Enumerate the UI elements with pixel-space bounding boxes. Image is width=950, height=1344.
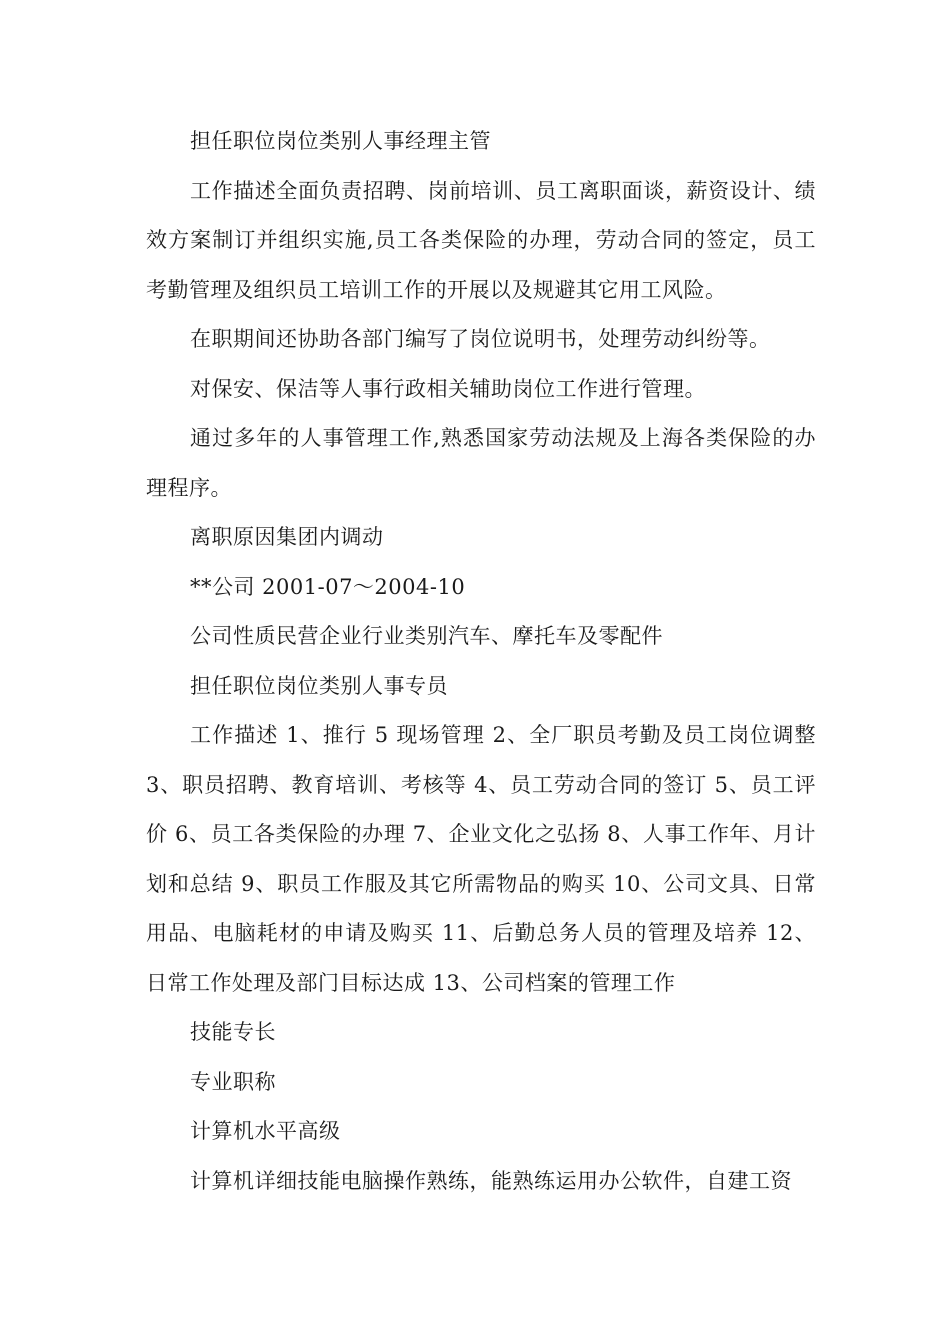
paragraph-labor-law: 通过多年的人事管理工作,熟悉国家劳动法规及上海各类保险的办理程序。 (146, 426, 816, 500)
paragraph-company-period: **公司 2001-07～2004-10 (190, 574, 466, 599)
paragraph-position-hr-manager: 担任职位岗位类别人事经理主管 (190, 129, 491, 153)
paragraph-support-staff: 对保安、保洁等人事行政相关辅助岗位工作进行管理。 (190, 376, 706, 401)
paragraph-job-description-specialist: 工作描述 1、推行 5 现场管理 2、全厂职员考勤及员工岗位调整 3、职员招聘、教育培训、考核等 4、员工劳动合同的签订 5、员工评价 6、员工各类保险的办理 7、企业文化之弘扬 8、人事工作年、月计划和总结 9、职员工作服及其它所需物品的购买 10、公司文具、日常用品、电脑耗材的申请及购买 11、后勤总务人员的管理及培养 12、日常工作处理及部门目标达成 13、公司档案的管理工作 (146, 723, 816, 995)
paragraph-job-description-manager: 工作描述全面负责招聘、岗前培训、员工离职面谈，薪资设计、绩效方案制订并组织实施,员工各类保险的办理，劳动合同的签定，员工考勤管理及组织员工培训工作的开展以及规避其它用工风险。 (146, 178, 816, 302)
paragraph-professional-title: 专业职称 (190, 1069, 276, 1094)
paragraph-job-manual: 在职期间还协助各部门编写了岗位说明书，处理劳动纠纷等。 (190, 327, 771, 351)
paragraph-computer-skills: 计算机详细技能电脑操作熟练，能熟练运用办公软件，自建工资 (190, 1168, 792, 1193)
document-body (146, 117, 816, 1206)
paragraph-computer-level: 计算机水平高级 (190, 1119, 341, 1143)
paragraph-skills-heading: 技能专长 (190, 1020, 276, 1044)
paragraph-position-hr-specialist: 担任职位岗位类别人事专员 (190, 673, 448, 698)
paragraph-leave-reason: 离职原因集团内调动 (190, 525, 384, 549)
paragraph-company-nature: 公司性质民营企业行业类别汽车、摩托车及零配件 (190, 624, 663, 648)
